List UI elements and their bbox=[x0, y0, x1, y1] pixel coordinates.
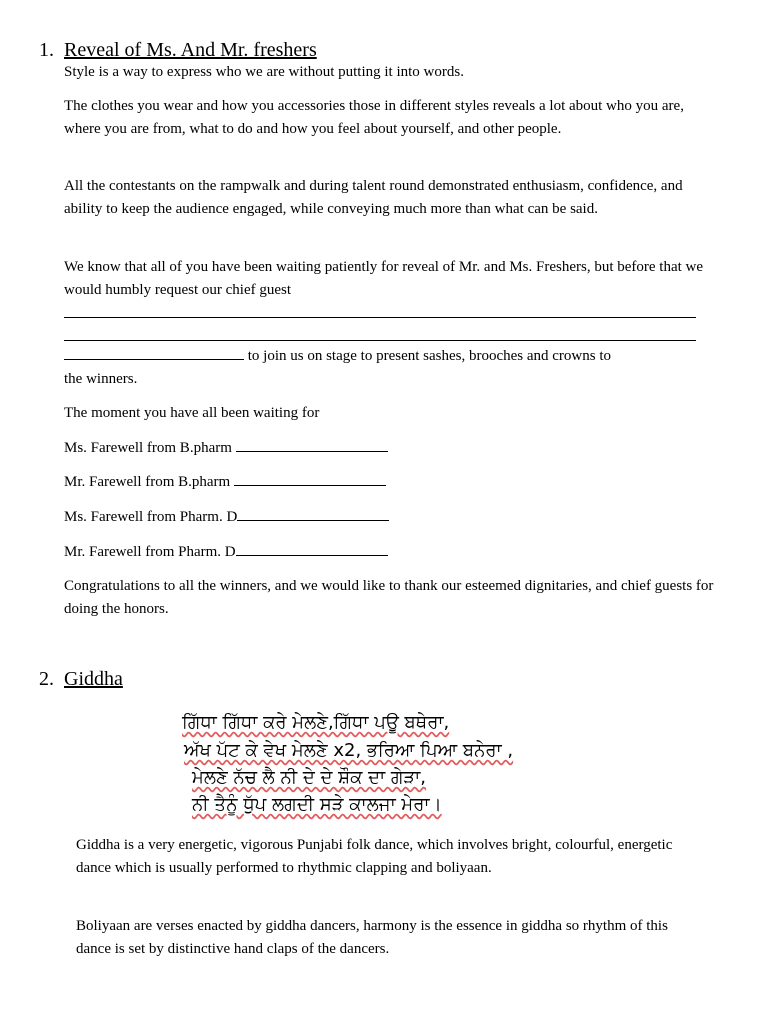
punjabi-verse-line: ਮੇਲਣੇ ਨੱਚ ਲੈ ਨੀ ਦੇ ਦੇ ਸ਼ੌਕ ਦਾ ਗੇੜਾ, bbox=[192, 767, 427, 788]
paragraph-contestants: All the contestants on the rampwalk and during talent round demonstrated enthusiasm, confidence, and ability to keep the audience engaged, while conveying much more than what can be said. bbox=[64, 178, 683, 217]
section-1-number: 1. bbox=[39, 39, 54, 61]
paragraph-giddha: Giddha is a very energetic, vigorous Punjabi folk dance, which involves bright, colourful, energetic dance which is usually performed to rhythmic clapping and boliyaan. bbox=[76, 837, 673, 876]
stage-invite-end: the winners. bbox=[64, 371, 138, 387]
award-line bbox=[64, 541, 388, 564]
paragraph-congratulations: Congratulations to all the winners, and we would like to thank our esteemed dignitaries, and chief guests for doing the honors. bbox=[64, 578, 714, 617]
award-line bbox=[64, 506, 389, 529]
fill-in-blank-line bbox=[236, 541, 388, 556]
award-label: Ms. Farewell from Pharm. D bbox=[64, 509, 238, 525]
stage-invite-text: to join us on stage to present sashes, brooches and crowns to bbox=[244, 348, 612, 364]
section-1-heading bbox=[39, 38, 317, 62]
paragraph-waiting: We know that all of you have been waiting patiently for reveal of Mr. and Ms. Freshers, but before that we would humbly request our chief guest bbox=[64, 259, 704, 298]
award-line bbox=[64, 437, 388, 460]
section-2-title: Giddha bbox=[64, 668, 123, 690]
punjabi-verse-line: ਨੀ ਤੈਨੂੰ ਧੁੱਪ ਲਗਦੀ ਸੜੇ ਕਾਲਜਾ ਮੇਰਾ। bbox=[192, 794, 442, 815]
section-2-number: 2. bbox=[39, 668, 54, 690]
paragraph-clothes: The clothes you wear and how you accessories those in different styles reveals a lot about who you are, where you are from, what to do and how you feel about yourself, and other people. bbox=[64, 98, 684, 137]
fill-in-blank-line bbox=[236, 437, 388, 452]
award-label: Mr. Farewell from Pharm. D bbox=[64, 544, 236, 560]
punjabi-verse-line: ਗਿੱਧਾ ਗਿੱਧਾ ਕਰੇ ਮੇਲਣੇ,ਗਿੱਧਾ ਪਊ ਬਥੇਰਾ, bbox=[182, 712, 450, 733]
section-2-heading bbox=[39, 667, 123, 691]
paragraph-boliyaan: Boliyaan are verses enacted by giddha dancers, harmony is the essence in giddha so rhythm of this dance is set by distinctive hand claps of the dancers. bbox=[76, 918, 668, 957]
fill-in-blank-line bbox=[64, 345, 244, 360]
fill-in-blank-line bbox=[237, 506, 389, 521]
fill-in-blank-line bbox=[64, 340, 696, 341]
fill-in-blank-line bbox=[234, 471, 386, 486]
award-label: Ms. Farewell from B.pharm bbox=[64, 440, 236, 456]
award-line bbox=[64, 471, 386, 494]
punjabi-verse-line: ਅੱਖ ਪੱਟ ਕੇ ਵੇਖ ਮੇਲਣੇ x2, ਭਰਿਆ ਪਿਆ ਬਨੇਰਾ , bbox=[184, 740, 514, 761]
punjabi-verse-block bbox=[174, 706, 600, 820]
section-1-title: Reveal of Ms. And Mr. freshers bbox=[64, 39, 317, 61]
fill-in-blank-line bbox=[64, 317, 696, 318]
paragraph-style: Style is a way to express who we are without putting it into words. bbox=[64, 64, 464, 80]
award-label: Mr. Farewell from B.pharm bbox=[64, 474, 234, 490]
moment-line: The moment you have all been waiting for bbox=[64, 405, 320, 421]
stage-invite-line bbox=[64, 345, 611, 368]
